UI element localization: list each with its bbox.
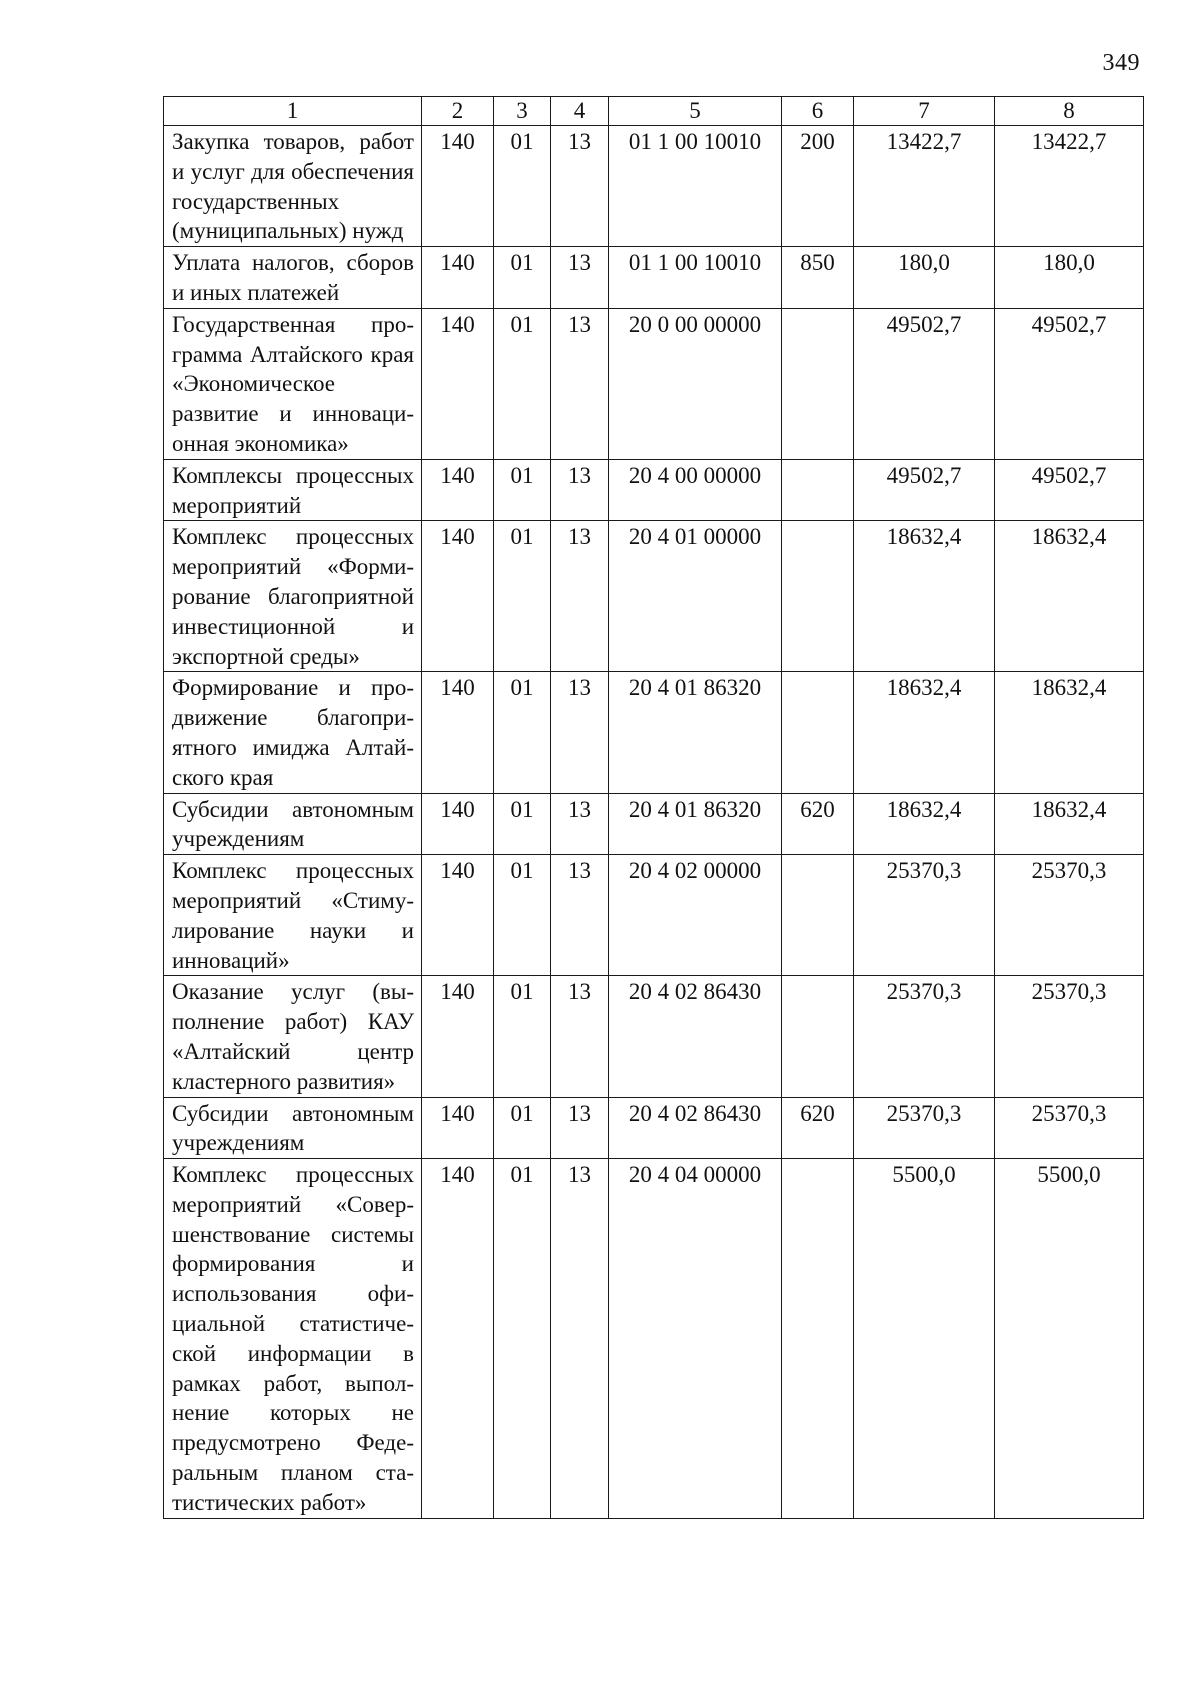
target-article-code: 01 1 00 10010 [609,126,782,247]
ministry-code: 140 [422,855,494,976]
item-name: Комплекс процессных мероприятий «Стимулирование науки и инноваций» [164,855,422,976]
column-header-8: 8 [995,97,1144,126]
amount-column-8: 25370,3 [995,1097,1144,1159]
table-row [164,308,1144,459]
amount-column-8: 13422,7 [995,126,1144,247]
amount-column-7: 49502,7 [854,459,995,521]
subsection-code: 13 [551,793,609,855]
table-row [164,672,1144,793]
amount-column-8: 25370,3 [995,976,1144,1097]
table-row [164,855,1144,976]
amount-column-8: 18632,4 [995,672,1144,793]
target-article-code: 20 4 02 00000 [609,855,782,976]
target-article-code: 20 4 00 00000 [609,459,782,521]
item-name: Субсидии автономным учреждениям [164,1097,422,1159]
amount-column-7: 5500,0 [854,1159,995,1519]
target-article-code: 20 4 04 00000 [609,1159,782,1519]
amount-column-8: 49502,7 [995,308,1144,459]
expense-type-code [782,855,854,976]
expense-type-code: 850 [782,247,854,309]
expense-type-code [782,459,854,521]
target-article-code: 20 4 01 86320 [609,793,782,855]
item-name: Комплекс процессных мероприятий «Формирование благоприятной инвестиционной и экспортной среды» [164,521,422,672]
subsection-code: 13 [551,308,609,459]
ministry-code: 140 [422,521,494,672]
target-article-code: 20 4 01 86320 [609,672,782,793]
ministry-code: 140 [422,459,494,521]
expense-type-code: 620 [782,793,854,855]
amount-column-8: 180,0 [995,247,1144,309]
item-name: Комплексы процессных мероприятий [164,459,422,521]
item-name: Уплата налогов, сборов и иных платежей [164,247,422,309]
item-name: Комплекс процессных мероприятий «Совершенствование системы формирования и использования официальной статистической информации в рамках работ, выполнение которых не предусмотрено Федеральным планом статистических работ» [164,1159,422,1519]
subsection-code: 13 [551,126,609,247]
section-code: 01 [494,855,551,976]
section-code: 01 [494,126,551,247]
item-name: Закупка товаров, работ и услуг для обеспечения государственных (муниципальных) нужд [164,126,422,247]
amount-column-7: 25370,3 [854,1097,995,1159]
column-header-7: 7 [854,97,995,126]
table-row [164,247,1144,309]
subsection-code: 13 [551,521,609,672]
amount-column-8: 25370,3 [995,855,1144,976]
column-header-1: 1 [164,97,422,126]
amount-column-7: 49502,7 [854,308,995,459]
table-row [164,1097,1144,1159]
target-article-code: 20 4 02 86430 [609,976,782,1097]
item-name: Государственная программа Алтайского края «Экономическое развитие и инновационная экономика» [164,308,422,459]
subsection-code: 13 [551,855,609,976]
subsection-code: 13 [551,1097,609,1159]
amount-column-7: 13422,7 [854,126,995,247]
table-row [164,1159,1144,1519]
target-article-code: 20 4 02 86430 [609,1097,782,1159]
subsection-code: 13 [551,1159,609,1519]
ministry-code: 140 [422,308,494,459]
subsection-code: 13 [551,672,609,793]
ministry-code: 140 [422,126,494,247]
ministry-code: 140 [422,1159,494,1519]
expense-type-code: 200 [782,126,854,247]
section-code: 01 [494,976,551,1097]
ministry-code: 140 [422,793,494,855]
amount-column-7: 25370,3 [854,855,995,976]
subsection-code: 13 [551,247,609,309]
amount-column-7: 25370,3 [854,976,995,1097]
amount-column-7: 180,0 [854,247,995,309]
amount-column-8: 49502,7 [995,459,1144,521]
ministry-code: 140 [422,672,494,793]
table-header-row [164,97,1144,126]
budget-table [163,96,1144,1519]
column-header-3: 3 [494,97,551,126]
section-code: 01 [494,247,551,309]
amount-column-7: 18632,4 [854,793,995,855]
item-name: Субсидии автономным учреждениям [164,793,422,855]
section-code: 01 [494,793,551,855]
subsection-code: 13 [551,459,609,521]
table-row [164,976,1144,1097]
target-article-code: 01 1 00 10010 [609,247,782,309]
table-row [164,793,1144,855]
table-row [164,459,1144,521]
ministry-code: 140 [422,976,494,1097]
column-header-2: 2 [422,97,494,126]
section-code: 01 [494,1159,551,1519]
expense-type-code [782,672,854,793]
section-code: 01 [494,459,551,521]
item-name: Формирование и продвижение благоприятного имиджа Алтайского края [164,672,422,793]
expense-type-code: 620 [782,1097,854,1159]
expense-type-code [782,1159,854,1519]
page-number: 349 [1102,50,1140,76]
ministry-code: 140 [422,1097,494,1159]
amount-column-8: 5500,0 [995,1159,1144,1519]
table-row [164,521,1144,672]
column-header-5: 5 [609,97,782,126]
ministry-code: 140 [422,247,494,309]
item-name: Оказание услуг (выполнение работ) КАУ «Алтайский центр кластерного развития» [164,976,422,1097]
expense-type-code [782,521,854,672]
column-header-4: 4 [551,97,609,126]
section-code: 01 [494,521,551,672]
amount-column-8: 18632,4 [995,793,1144,855]
target-article-code: 20 4 01 00000 [609,521,782,672]
target-article-code: 20 0 00 00000 [609,308,782,459]
amount-column-7: 18632,4 [854,521,995,672]
amount-column-7: 18632,4 [854,672,995,793]
section-code: 01 [494,1097,551,1159]
subsection-code: 13 [551,976,609,1097]
section-code: 01 [494,308,551,459]
expense-type-code [782,976,854,1097]
amount-column-8: 18632,4 [995,521,1144,672]
expense-type-code [782,308,854,459]
table-row [164,126,1144,247]
section-code: 01 [494,672,551,793]
column-header-6: 6 [782,97,854,126]
